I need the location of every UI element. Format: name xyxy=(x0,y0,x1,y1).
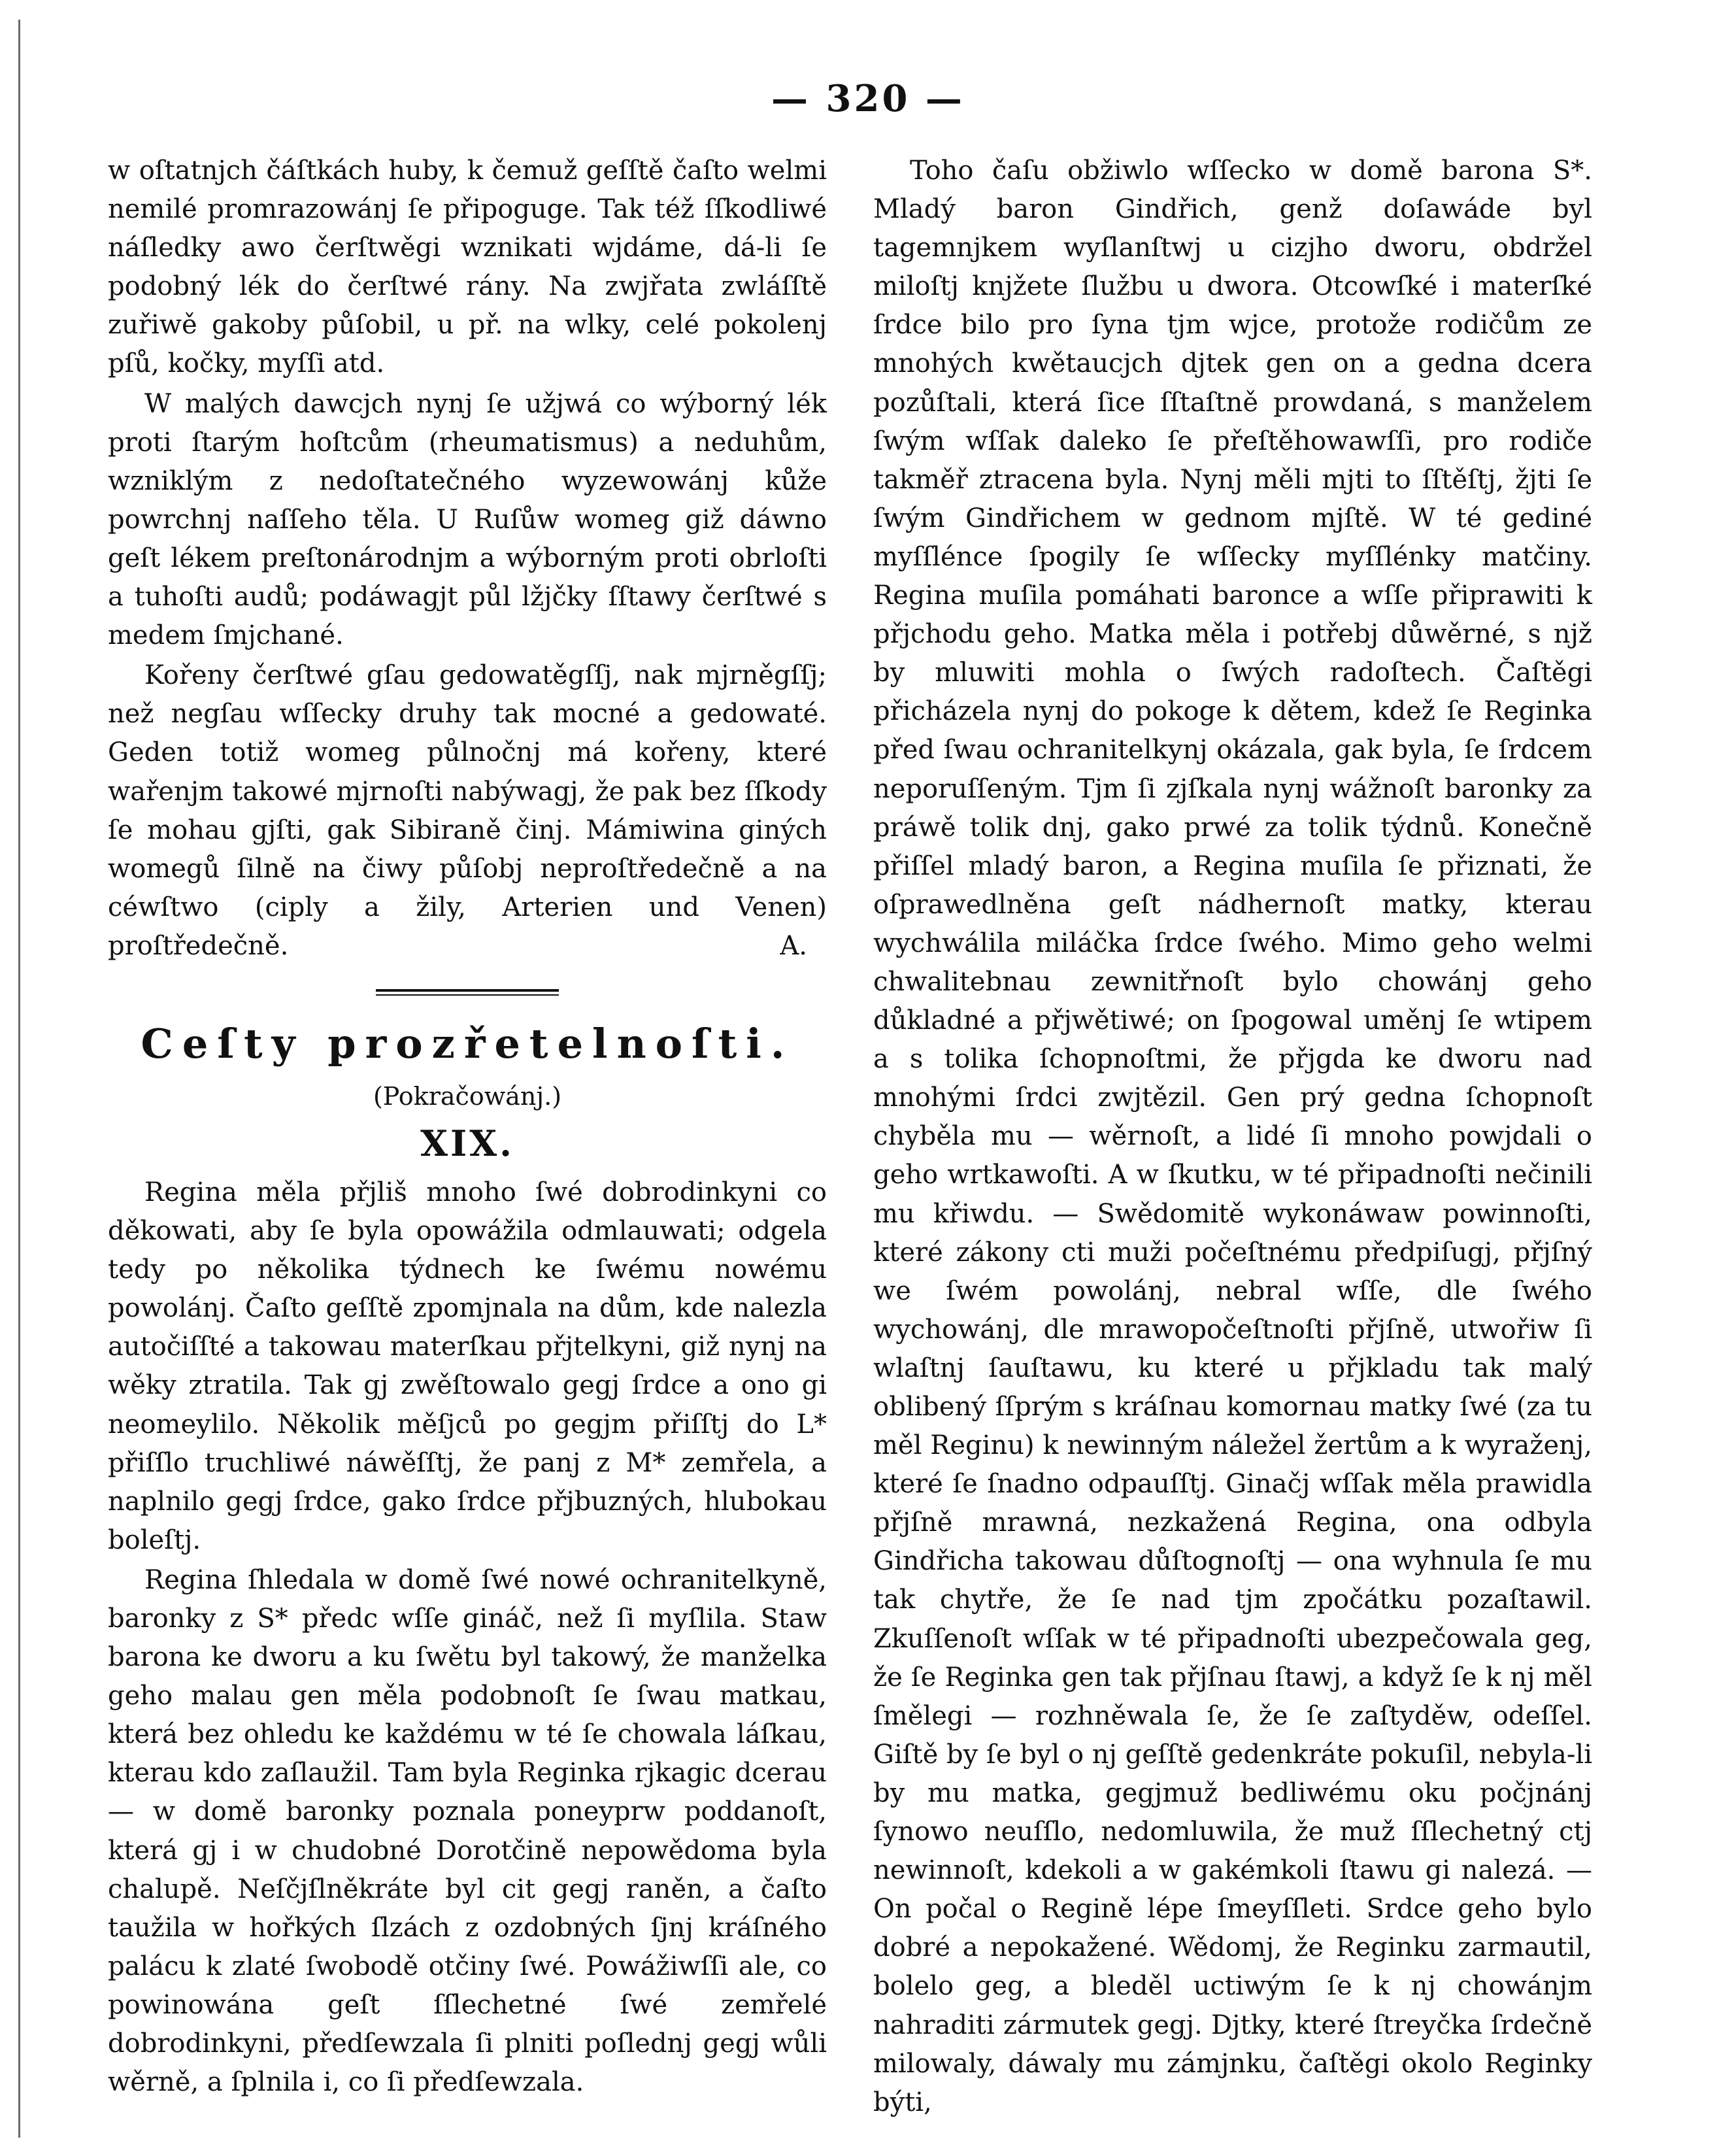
page-edge-line xyxy=(18,20,20,2138)
left-paragraph-2: W malých dawcjch nynj ſe užjwá co wýborný lék proti ſtarým hoſtcům (rheumatismus) a neduhům, wzniklým z nedoſtatečného wyzewowánj kůže powrchnj naſſeho těla. U Ruſůw womeg giž dáwno geſt lékem preſtonárodnjm a wýborným proti obrloſti a tuhoſti audů; podáwagjt půl lžjčky ſſtawy čerſtwé s medem ſmjchané. xyxy=(108,388,827,651)
left-paragraph-3 xyxy=(108,656,827,966)
left-column xyxy=(108,152,827,2102)
story-paragraph-2: Regina ſhledala w domě ſwé nowé ochranitelkyně, baronky z S* předc wſſe gináč, než ſi myſlila. Staw barona ke dworu a ku ſwětu byl takowý, že manželka geho malau gen měla podobnoſt ſe ſwau matkau, která bez ohledu ke každému w té ſe chowala láſkau, kterau kdo zaſlaužil. Tam byla Reginka rjkagic dcerau — w domě baronky poznala poneyprw poddanoſt, která gj i w chudobné Dorotčině nepowědoma byla chalupě. Neſčjſlněkráte byl cit gegj raněn, a čaſto taužila w hořkých ſlzách z ozdobných ſjnj kráſného palácu k zlaté ſwobodě otčiny ſwé. Powážiwſſi ale, co powinowána geſt ſſlechetné ſwé zemřelé dobrodinkyni, předſewzala ſi plniti poſlednj gegj wůli wěrně, a ſplnila i, co ſi předſewzala. xyxy=(108,1564,827,2098)
left-paragraph-1: w oſtatnjch čáſtkách huby, k čemuž geſſtě čaſto welmi nemilé promrazowánj ſe připoguge. Tak též ſſkodliwé náſledky awo čerſtwěgi wznikati wjdáme, dá-li ſe podobný lék do čerſtwé rány. Na zwjřata zwláſſtě zuřiwě gakoby půſobil, u př. na wlky, celé pokolenj pſů, kočky, myſſi atd. xyxy=(108,156,827,379)
page-number: — 320 — xyxy=(771,77,965,120)
section-divider xyxy=(376,989,559,996)
right-column xyxy=(873,152,1592,2122)
left-paragraph-3-text: Kořeny čerſtwé gſau gedowatěgſſj, nak mjrněgſſj; než negſau wſſecky druhy tak mocné a gedowaté. Geden totiž womeg půlnočnj má kořeny, které wařenjm takowé mjrnoſti nabýwagj, že pak bez ſſkody ſe mohau gjſti, gak Sibiraně činj. Mámiwina giných womegů ſilně na čiwy půſobj neproſtředečně a na céwſtwo (ciply a žily, Arterien und Venen) proſtředečně. xyxy=(108,660,827,961)
story-paragraph-1: Regina měla přjliš mnoho ſwé dobrodinkyni co děkowati, aby ſe byla opowážila odmlauwati; odgela tedy po několika týdnech ke ſwému nowému powolánj. Čaſto geſſtě zpomjnala na dům, kde nalezla autočiſſté a takowau materſkau přjtelkyni, giž nynj na wěky ztratila. Tak gj zwěſtowalo gegj ſrdce a ono gi neomeylilo. Několik měſjců po gegjm přiſſtj do L* přiſſlo truchliwé náwěſſtj, že panj z M* zemřela, a naplnilo gegj ſrdce, gako ſrdce přjbuzných, hlubokau boleſtj. xyxy=(108,1177,827,1555)
right-paragraph-1: Toho čaſu obžiwlo wſſecko w domě barona S*. Mladý baron Gindřich, genž doſawáde byl tagemnjkem wyſlanſtwj u cizjho dworu, obdržel miloſtj knjžete ſlužbu u dwora. Otcowſké i materſké ſrdce bilo pro ſyna tjm wjce, protože rodičům ze mnohých kwětaucjch djtek gen on a gedna dcera pozůſtali, která ſice ſſtaſtně prowdaná, s manželem ſwým wſſak daleko ſe přeſtěhowawſſi, pro rodiče takměř ztracena byla. Nynj měli mjti to ſſtěſtj, žjti ſe ſwým Gindřichem w gednom mjſtě. W té gediné myſſlénce ſpogily ſe wſſecky myſſlénky matčiny. Regina muſila pomáhati baronce a wſſe připrawiti k přjchodu geho. Matka měla i potřebj důwěrné, s njž by mluwiti mohla o ſwých radoſtech. Čaſtěgi přicházela nynj do pokoge k dětem, kdež ſe Reginka před ſwau ochranitelkynj okázala, gak byla, ſe ſrdcem neporuſſeným. Tjm ſi zjſkala nynj wážnoſt baronky za práwě tolik dnj, gako prwé za tolik týdnů. Konečně přiſſel mladý baron, a Regina muſila ſe přiznati, že oſprawedlněna geſt nádhernoſt matky, kterau wychwálila miláčka ſrdce ſwého. Mimo geho welmi chwalitebnau zewnitřnoſt bylo chowánj geho důkladné a přjwětiwé; on ſpogowal uměnj ſe wtipem a s tolika ſchopnoſtmi, že přjgda ke dworu nad mnohými ſrdci zwjtězil. Gen prý gedna ſchopnoſt chyběla mu — wěrnoſt, a lidé ſi mnoho powjdali o geho wrtkawoſti. A w ſkutku, w té připadnoſti nečinili mu křiwdu. — Swědomitě wykonáwaw powinnoſti, které zákony cti muži počeſtnému předpiſugj, přjſný we ſwém powolánj, nebral wſſe, dle ſwého wychowánj, dle mrawopočeſtnoſti přjſně, utwořiw ſi wlaſtnj ſauſtawu, ku které u přjkladu tak malý oblibený ſſprým s kráſnau komornau matky ſwé (za tu měl Reginu) k newinným náležel žertům a k wyraženj, které ſe ſnadno odpauſſtj. Ginačj wſſak měla prawidla přjſně mrawná, nezkažená Regina, ona odbyla Gindřicha takowau důſtognoſtj — ona wyhnula ſe mu tak chytře, že ſe nad tjm zpočátku pozaſtawil. Zkuſſenoſt wſſak w té připadnoſti ubezpečowala geg, že ſe Reginka gen tak přjſnau ſtawj, a když ſe k nj měl ſmělegi — rozhněwala ſe, že ſe zaſtyděw, odeſſel. Giſtě by ſe byl o nj geſſtě gedenkráte pokuſil, nebyla-li by mu matka, gegjmuž bedliwému oku počjnánj ſynowo neuſſlo, nedomluwila, že muž ſſlechetný ctj newinnoſt, kdekoli a w gakémkoli ſtawu gi nalezá. — On počal o Regině lépe ſmeyſſleti. Srdce geho bylo dobré a nepokažené. Wědomj, že Reginku zarmautil, bolelo geg, a bleděl uctiwým ſe k nj chowánjm nahraditi zármutek gegj. Djtky, které ſtreyčka ſrdečně milowaly, dáwaly mu zámjnku, čaſtěgi okolo Reginky býti, xyxy=(873,156,1592,2117)
story-subtitle: (Pokračowánj.) xyxy=(373,1081,562,1111)
chapter-heading: XIX. xyxy=(420,1122,514,1164)
author-signature: A. xyxy=(780,930,807,961)
story-title: Ceſty prozřetelnoſti. xyxy=(141,1019,794,1068)
